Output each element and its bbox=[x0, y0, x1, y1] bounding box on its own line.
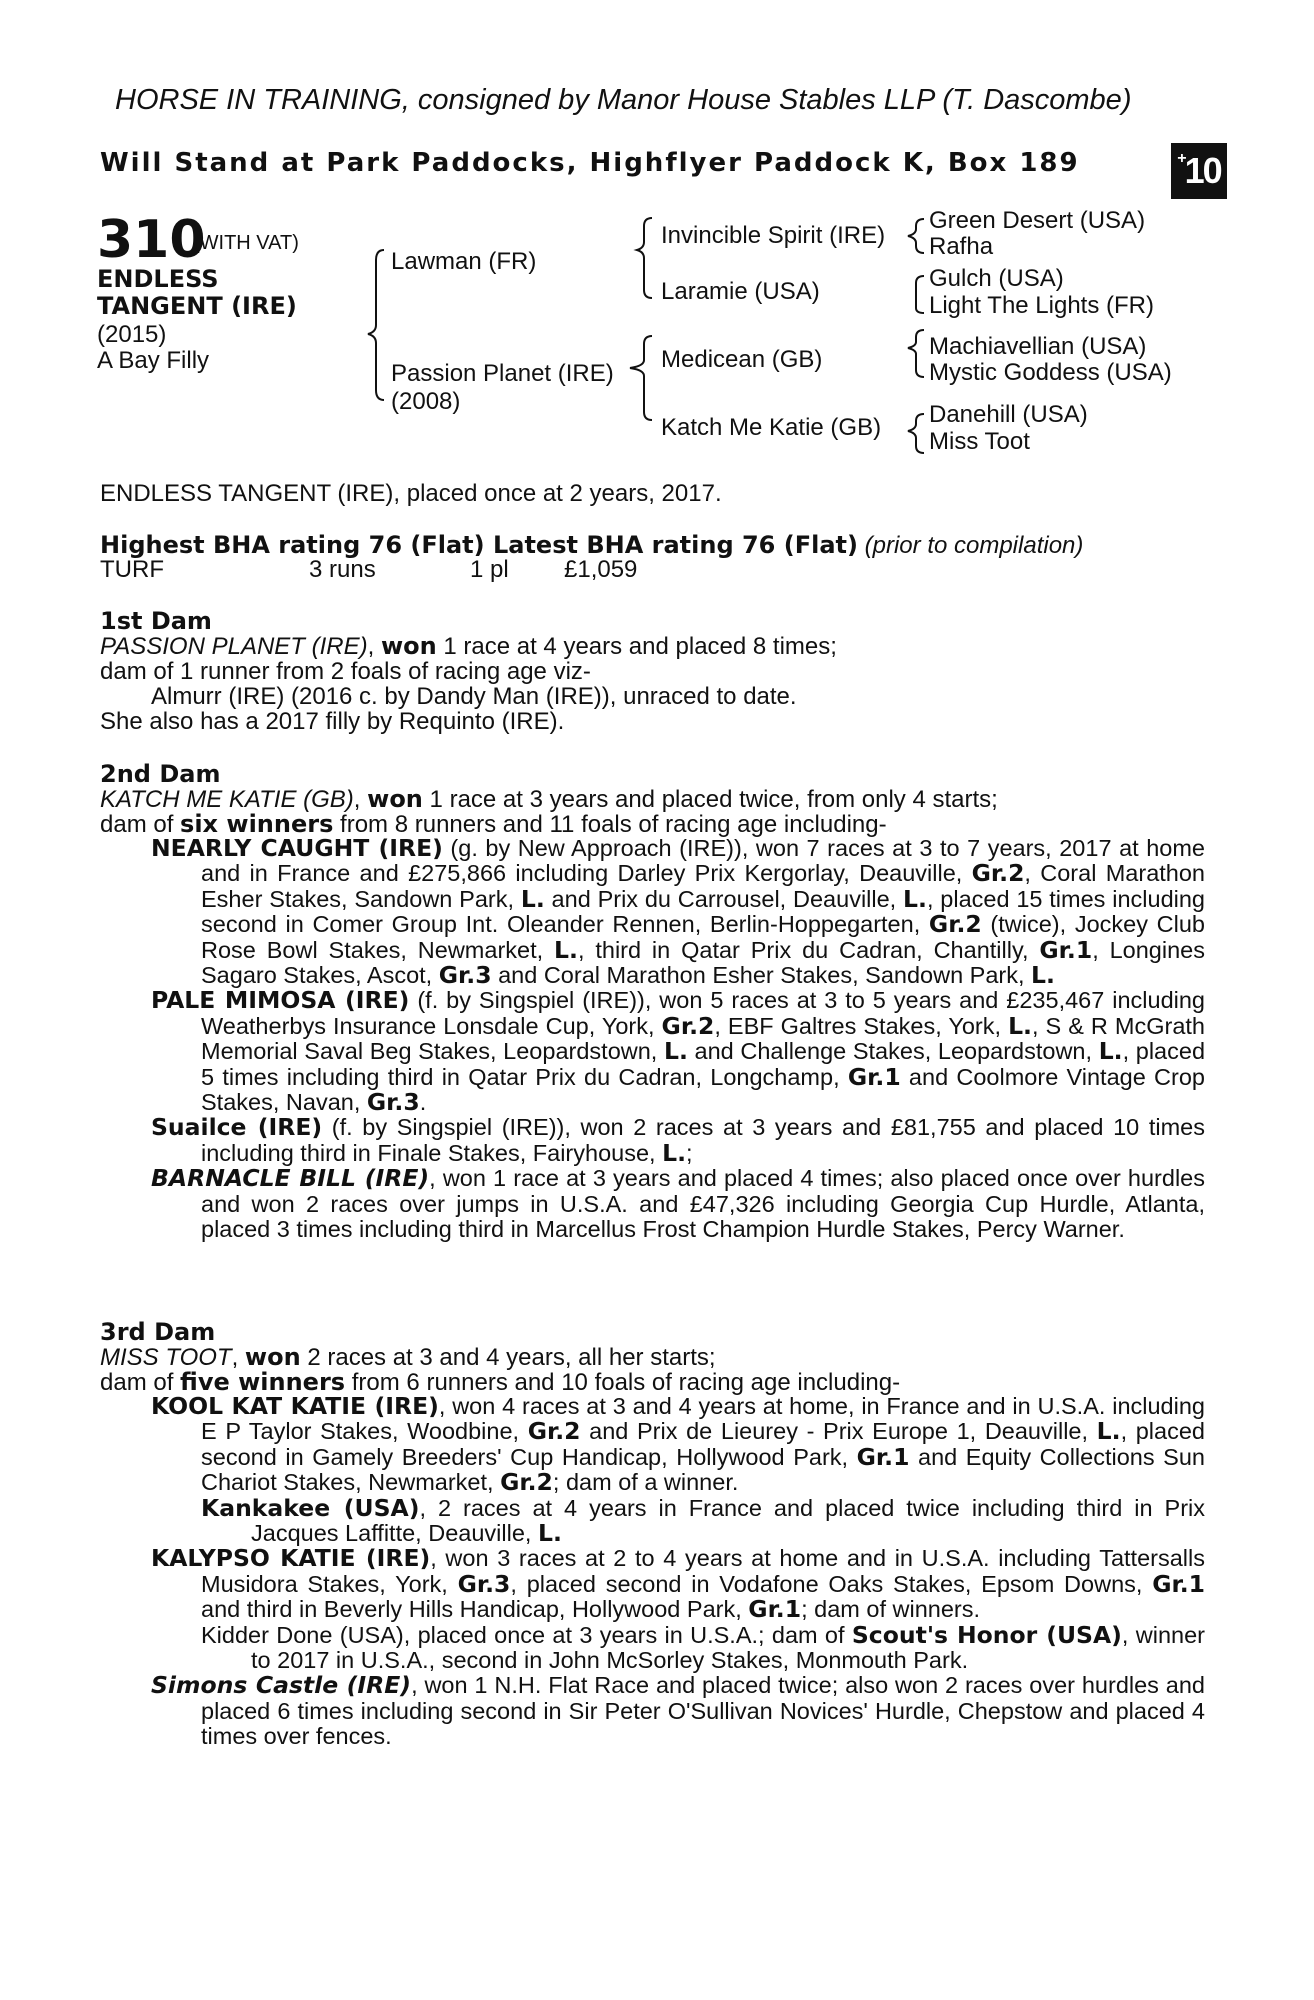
progeny-suailce bbox=[151, 1115, 1205, 1166]
sire-dam-sire: Gulch (USA) bbox=[929, 265, 1064, 292]
progeny-text: , Coral Marathon Esher Stakes, Sandown Park, bbox=[201, 860, 1205, 912]
progeny-text: ; bbox=[686, 1139, 693, 1166]
grade: Gr.3 bbox=[438, 961, 492, 990]
progeny-nearly-caught bbox=[151, 836, 1205, 988]
grade: Gr.3 bbox=[366, 1088, 420, 1117]
dam1-line2: dam of 1 runner from 2 foals of racing age viz- bbox=[100, 658, 591, 685]
dam1-sep: , bbox=[367, 633, 381, 660]
dam2-text1: 1 race at 3 years and placed twice, from only 4 starts; bbox=[422, 786, 998, 813]
horse-name-line2: TANGENT (IRE) bbox=[97, 292, 297, 320]
listed: L. bbox=[1031, 961, 1055, 990]
progeny-text: , EBF Galtres Stakes, York, bbox=[714, 1012, 1009, 1039]
grade: Gr.3 bbox=[457, 1569, 511, 1598]
dam2-line2c: from 8 runners and 11 foals of racing age including- bbox=[333, 811, 887, 838]
grade: Gr.1 bbox=[1039, 935, 1093, 964]
progeny-text: Kidder Done (USA), placed once at 3 years in U.S.A.; dam of bbox=[201, 1621, 852, 1648]
dam2-line1 bbox=[100, 786, 998, 813]
progeny-barnacle-bill bbox=[151, 1166, 1205, 1242]
progeny-text: (g. by New Approach (IRE)), won 7 races at 3 to 7 years, 2017 at home and in France and £275,866 including Darley Prix Kergorlay, Deauville, bbox=[201, 835, 1205, 887]
horse-description: A Bay Filly bbox=[97, 347, 210, 374]
progeny-text: , placed 15 times including second in Comer Group Int. Oleander Rennen, Berlin-Hoppegarten, bbox=[201, 885, 1205, 938]
sire-sire-sire: Green Desert (USA) bbox=[929, 207, 1146, 234]
sire-dam-dam: Light The Lights (FR) bbox=[929, 292, 1154, 319]
listed: L. bbox=[662, 1138, 687, 1167]
progeny-text: and Coral Marathon Esher Stakes, Sandown Park, bbox=[491, 962, 1032, 989]
progeny-name: Kankakee (USA) bbox=[201, 1493, 420, 1522]
progeny-text: , placed second in Gamely Breeders' Cup Handicap, Hollywood Park, bbox=[201, 1418, 1205, 1470]
listed: L. bbox=[1098, 1037, 1123, 1066]
listed: L. bbox=[1096, 1417, 1121, 1446]
listed: L. bbox=[1008, 1011, 1032, 1040]
brace-dam bbox=[630, 336, 652, 420]
dam3-line2a: dam of bbox=[100, 1369, 181, 1396]
progeny-text: , winner to 2017 in U.S.A., second in John McSorley Stakes, Monmouth Park. bbox=[251, 1621, 1205, 1674]
progeny-name: Suailce (IRE) bbox=[151, 1113, 323, 1142]
bha-rating-note: (prior to compilation) bbox=[864, 532, 1084, 559]
progeny-text: , S & R McGrath Memorial Saval Beg Stakes, Leopardstown, bbox=[201, 1012, 1205, 1065]
progeny-text: , won 1 N.H. Flat Race and placed twice; also won 2 races over hurdles and placed 6 times including second in Sir Peter O'Sullivan Novices' Hurdle, Chepstow and placed 4 times over fences. bbox=[201, 1672, 1205, 1750]
badge-number: 10 bbox=[1184, 150, 1221, 191]
listed: L. bbox=[537, 1519, 562, 1548]
dam2-sep: , bbox=[353, 786, 368, 813]
lot-number: 310 bbox=[97, 210, 206, 270]
dam2-name: KATCH ME KATIE (GB) bbox=[100, 786, 354, 813]
progeny-text: , placed second in Vodafone Oaks Stakes, Epsom Downs, bbox=[510, 1570, 1153, 1597]
progeny-text: and Coolmore Vintage Crop Stakes, Navan, bbox=[201, 1063, 1205, 1116]
race-runs: 3 runs bbox=[309, 556, 376, 583]
dam1-heading: 1st Dam bbox=[100, 607, 212, 635]
dam2-winners: six winners bbox=[180, 810, 334, 838]
progeny-name: KALYPSO KATIE (IRE) bbox=[151, 1544, 431, 1573]
dam3-text1: 2 races at 3 and 4 years, all her starts; bbox=[300, 1344, 716, 1371]
dam-dam: Katch Me Katie (GB) bbox=[661, 414, 882, 441]
dam-sire: Medicean (GB) bbox=[661, 346, 823, 373]
progeny-kalypso-katie bbox=[151, 1546, 1205, 1622]
race-surface: TURF bbox=[100, 556, 164, 583]
grade: Gr.1 bbox=[847, 1062, 901, 1091]
dam-dam-sire: Danehill (USA) bbox=[929, 401, 1088, 428]
progeny-name: Simons Castle (IRE) bbox=[151, 1671, 412, 1700]
dam3-won: won bbox=[244, 1343, 301, 1371]
dam: Passion Planet (IRE) bbox=[391, 360, 614, 387]
dam1-line4: She also has a 2017 filly by Requinto (IRE). bbox=[100, 708, 565, 735]
grade: Gr.2 bbox=[527, 1417, 581, 1446]
progeny-text: . bbox=[419, 1089, 427, 1116]
dam3-winners: five winners bbox=[180, 1368, 346, 1396]
brace-sd bbox=[916, 276, 924, 313]
progeny-name: Scout's Honor (USA) bbox=[851, 1620, 1122, 1649]
progeny-kankakee bbox=[201, 1493, 1205, 1548]
dam1-line1 bbox=[100, 633, 837, 660]
dam2-line2a: dam of bbox=[100, 811, 181, 838]
progeny-text: (twice), Jockey Club Rose Bowl Stakes, Newmarket, bbox=[201, 911, 1205, 963]
lot-vat: (WITH VAT) bbox=[193, 232, 299, 254]
progeny-text: , Longines Sagaro Stakes, Ascot, bbox=[201, 936, 1205, 989]
progeny-name: BARNACLE BILL (IRE) bbox=[151, 1164, 430, 1193]
progeny-pale-mimosa bbox=[151, 988, 1205, 1115]
progeny-text: and Prix du Carrousel, Deauville, bbox=[544, 885, 904, 912]
progeny-text: and Equity Collections Sun Chariot Stakes, Newmarket, bbox=[201, 1443, 1205, 1496]
horse-year: (2015) bbox=[97, 321, 167, 348]
grade: Gr.2 bbox=[928, 910, 982, 939]
progeny-text: and third in Beverly Hills Handicap, Hollywood Park, bbox=[201, 1596, 749, 1623]
listed: L. bbox=[520, 884, 545, 913]
progeny-kool-kat-katie bbox=[151, 1394, 1205, 1496]
dam1-text1: 1 race at 4 years and placed 8 times; bbox=[436, 633, 837, 660]
grade: Gr.2 bbox=[661, 1011, 715, 1040]
listed: L. bbox=[663, 1037, 688, 1066]
progeny-text: , won 4 races at 3 and 4 years at home, in France and in U.S.A. including E P Taylor Stakes, Woodbine, bbox=[201, 1393, 1205, 1445]
brace-main bbox=[368, 250, 384, 400]
progeny-name: KOOL KAT KATIE (IRE) bbox=[151, 1392, 439, 1420]
grade: Gr.1 bbox=[748, 1595, 802, 1624]
progeny-text: and Prix de Lieurey - Prix Europe 1, Deauville, bbox=[580, 1418, 1097, 1445]
progeny-name: NEARLY CAUGHT (IRE) bbox=[151, 834, 443, 862]
dam2-progeny-list bbox=[151, 836, 1205, 1243]
brace-dd bbox=[908, 414, 924, 453]
horse-summary: ENDLESS TANGENT (IRE), placed once at 2 years, 2017. bbox=[100, 480, 722, 507]
dam3-progeny-list bbox=[151, 1394, 1205, 1750]
stand-location: Will Stand at Park Paddocks, Highflyer Paddock K, Box 189 bbox=[100, 148, 1080, 178]
race-earnings: £1,059 bbox=[564, 556, 638, 583]
brace-sire bbox=[637, 218, 652, 298]
progeny-text: , won 1 race at 3 years and placed 4 times; also placed once over hurdles and won 2 races over jumps in U.S.A. and £47,326 including Georgia Cup Hurdle, Atlanta, placed 3 times including third in Marcellus Frost Champion Hurdle Stakes, Percy Warner. bbox=[201, 1165, 1205, 1243]
progeny-simons-castle bbox=[151, 1673, 1205, 1749]
consignor-header: HORSE IN TRAINING, consigned by Manor House Stables LLP (T. Dascombe) bbox=[115, 84, 1132, 116]
dam3-line1 bbox=[100, 1344, 716, 1371]
brace-ss bbox=[908, 219, 924, 253]
dam3-line2c: from 6 runners and 10 foals of racing age including- bbox=[345, 1369, 901, 1396]
sire-sire: Invincible Spirit (IRE) bbox=[661, 222, 886, 249]
dam1-offspring: Almurr (IRE) (2016 c. by Dandy Man (IRE)), unraced to date. bbox=[151, 683, 797, 710]
progeny-text: (f. by Singspiel (IRE)), won 5 races at 3 to 5 years and £235,467 including Weatherbys Insurance Lonsdale Cup, York, bbox=[201, 987, 1205, 1039]
progeny-kidder-done bbox=[201, 1620, 1205, 1674]
progeny-text: ; dam of winners. bbox=[801, 1596, 981, 1623]
dam1-won: won bbox=[380, 632, 437, 660]
grade: Gr.2 bbox=[971, 859, 1025, 888]
dam2-won: won bbox=[367, 785, 423, 813]
horse-name-line1: ENDLESS bbox=[97, 265, 219, 293]
dam-sire-dam: Mystic Goddess (USA) bbox=[929, 359, 1172, 386]
progeny-text: ; dam of a winner. bbox=[552, 1469, 739, 1496]
grade: Gr.1 bbox=[856, 1442, 910, 1471]
grade: Gr.1 bbox=[1152, 1569, 1205, 1598]
listed: L. bbox=[903, 884, 927, 913]
dam-dam-dam: Miss Toot bbox=[929, 428, 1030, 455]
sire: Lawman (FR) bbox=[391, 248, 537, 275]
progeny-text: and Challenge Stakes, Leopardstown, bbox=[687, 1038, 1099, 1065]
progeny-text: , placed 5 times including third in Qatar Prix du Cadran, Longchamp, bbox=[201, 1038, 1206, 1090]
sire-sire-dam: Rafha bbox=[929, 233, 994, 260]
dam1-name: PASSION PLANET (IRE) bbox=[100, 633, 368, 660]
grade: Gr.2 bbox=[500, 1468, 553, 1497]
sire-dam: Laramie (USA) bbox=[661, 278, 820, 305]
dam3-name: MISS TOOT bbox=[100, 1344, 232, 1371]
dam2-heading: 2nd Dam bbox=[100, 760, 221, 788]
badge-plus: + bbox=[1177, 150, 1185, 167]
race-placed: 1 pl bbox=[470, 556, 509, 583]
bha-rating-label: Highest BHA rating 76 (Flat) Latest BHA rating 76 (Flat) bbox=[100, 531, 858, 559]
progeny-text: (f. by Singspiel (IRE)), won 2 races at 3 years and £81,755 and placed 10 times including third in Finale Stakes, Fairyhouse, bbox=[201, 1114, 1206, 1166]
progeny-name: PALE MIMOSA (IRE) bbox=[151, 986, 410, 1015]
bha-rating bbox=[100, 532, 1083, 559]
progeny-text: , won 3 races at 2 to 4 years at home and in U.S.A. including Tattersalls Musidora Stakes, York, bbox=[201, 1545, 1205, 1597]
dam-sire-sire: Machiavellian (USA) bbox=[929, 333, 1147, 360]
progeny-text: , 2 races at 4 years in France and placed twice including third in Prix Jacques Laffitte, Deauville, bbox=[251, 1494, 1205, 1547]
dam3-heading: 3rd Dam bbox=[100, 1318, 216, 1346]
progeny-text: , third in Qatar Prix du Cadran, Chantilly, bbox=[577, 936, 1040, 963]
dam-year: (2008) bbox=[391, 388, 461, 415]
listed: L. bbox=[554, 935, 578, 964]
dam3-sep: , bbox=[231, 1344, 245, 1371]
brace-ds bbox=[908, 330, 924, 377]
